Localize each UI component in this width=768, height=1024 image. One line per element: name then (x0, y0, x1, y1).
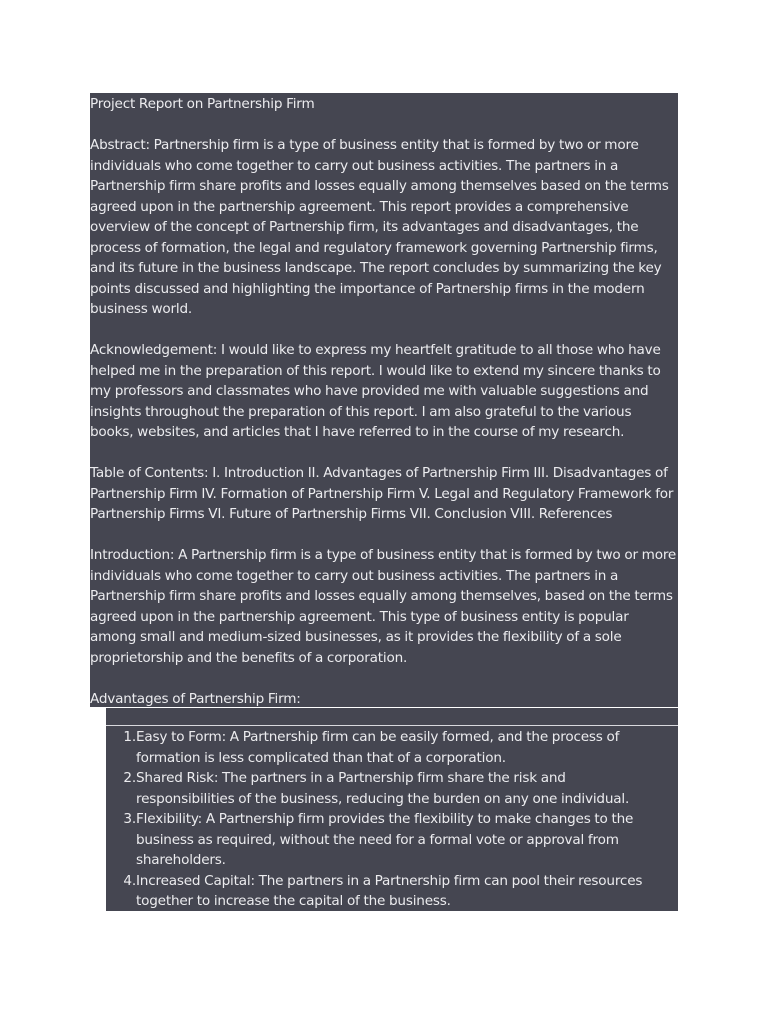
list-item-text: Flexibility: A Partnership firm provides the flexibility to make changes to the business as required, without the need for a formal vote or approval from shareholders. (136, 811, 634, 868)
list-item-number: 3. (123, 811, 136, 827)
list-top-bar (106, 708, 678, 725)
list-item-text: Increased Capital: The partners in a Partnership firm can pool their resources together to increase the capital of the business. (136, 872, 643, 909)
report-main-block (90, 93, 678, 707)
abstract-paragraph: Abstract: Partnership firm is a type of business entity that is formed by two or more individuals who come together to carry out business activities. The partners in a Partnership firm share profits and losses equally among themselves based on the terms agreed upon in the partnership agreement. This report provides a comprehensive overview of the concept of Partnership firm, its advantages and disadvantages, the process of formation, the legal and regulatory framework governing Partnership firms, and its future in the business landscape. The report concludes by summarizing the key points discussed and highlighting the importance of Partnership firms in the modern business world. (90, 137, 669, 317)
acknowledgement-paragraph: Acknowledgement: I would like to express my heartfelt gratitude to all those who have helped me in the preparation of this report. I would like to extend my sincere thanks to my professors and classmates who have provided me with valuable suggestions and insights throughout the preparation of this report. I am also grateful to the various books, websites, and articles that I have referred to in the course of my research. (90, 342, 661, 440)
list-item-number: 2. (123, 770, 136, 786)
list-item-text: Shared Risk: The partners in a Partnership firm share the risk and responsibilities of the business, reducing the burden on any one individual. (136, 770, 630, 807)
list-item (106, 871, 678, 912)
list-item-number: 4. (123, 872, 136, 889)
introduction-paragraph: Introduction: A Partnership firm is a type of business entity that is formed by two or more individuals who come together to carry out business activities. The partners in a Partnership firm share profits and losses equally among themselves, based on the terms agreed upon in the partnership agreement. This type of business entity is popular among small and medium-sized businesses, as it provides the flexibility of a sole proprietorship and the benefits of a corporation. (90, 547, 677, 666)
report-title: Project Report on Partnership Firm (90, 96, 315, 112)
table-of-contents-paragraph: Table of Contents: I. Introduction II. Advantages of Partnership Firm III. Disadvantages of Partnership Firm IV. Formation of Partnership Firm V. Legal and Regulatory Framework for Partnership Firms VI. Future of Partnership Firms VII. Conclusion VIII. References (90, 465, 674, 522)
list-item-text: Easy to Form: A Partnership firm can be easily formed, and the process of formation is less complicated than that of a corporation. (136, 729, 620, 766)
list-item-number: 1. (123, 729, 136, 745)
advantages-list-block (106, 726, 678, 911)
list-item (106, 768, 678, 809)
list-item (106, 809, 678, 871)
advantages-list (106, 727, 678, 912)
list-item (106, 727, 678, 768)
advantages-heading: Advantages of Partnership Firm: (90, 690, 301, 707)
